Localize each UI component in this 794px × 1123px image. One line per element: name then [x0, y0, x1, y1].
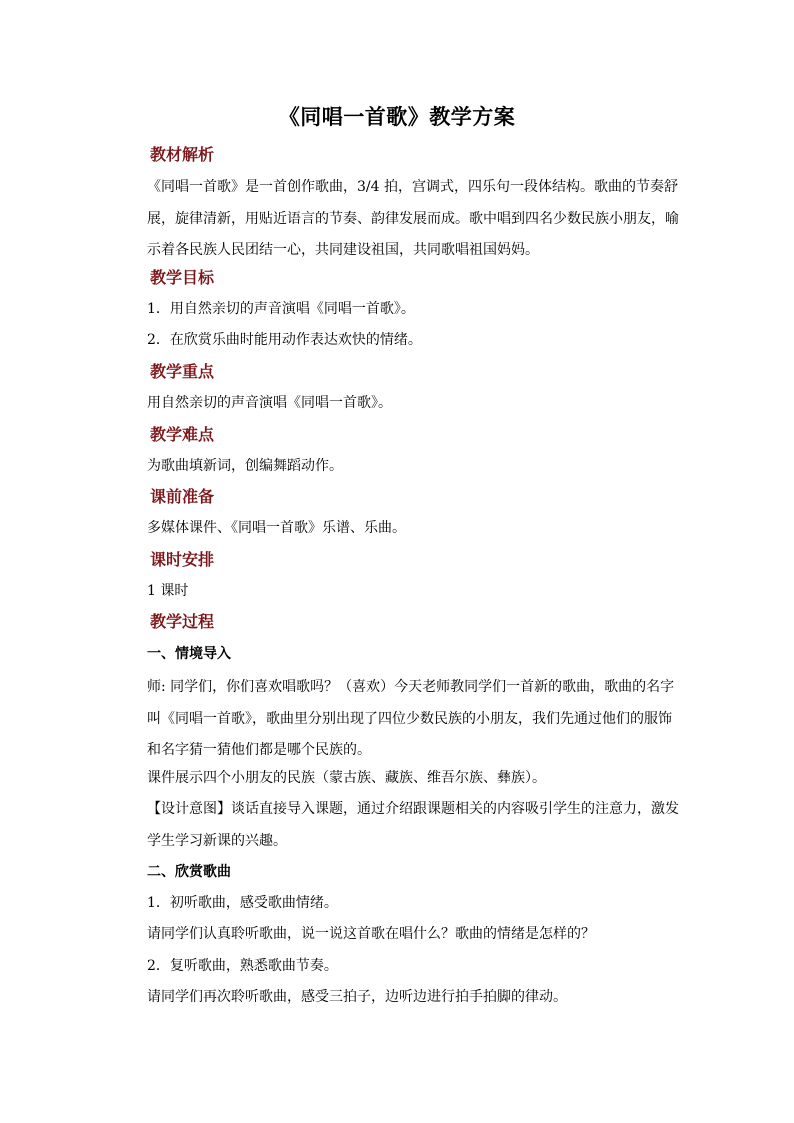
- analysis-paragraph: 《同唱一首歌》是一首创作歌曲，3/4 拍，宫调式，四乐句一段体结构。歌曲的节奏舒展，旋律清新，用贴近语言的节奏、韵律发展而成。歌中唱到四名少数民族小朋友，喻示着各民族人民团结一心，共同建设祖国，共同歌唱祖国妈妈。: [147, 179, 679, 258]
- part2-step2: 2．复听歌曲，熟悉歌曲节奏。: [147, 958, 338, 974]
- key-points-heading: 教学重点: [150, 362, 215, 381]
- difficulty-text: 为歌曲填新词，创编舞蹈动作。: [147, 458, 343, 474]
- analysis-heading: 教材解析: [150, 145, 215, 164]
- part1-heading: 一、情境导入: [147, 646, 231, 662]
- document-title: 《同唱一首歌》教学方案: [278, 104, 516, 129]
- preparation-heading: 课前准备: [150, 487, 215, 506]
- part2-step1: 1．初听歌曲，感受歌曲情绪。: [147, 895, 338, 911]
- goals-heading: 教学目标: [150, 268, 215, 287]
- goal-item-2: 2．在欣赏乐曲时能用动作表达欢快的情绪。: [147, 332, 422, 348]
- part2-step1-text: 请同学们认真聆听歌曲，说一说这首歌在唱什么？歌曲的情绪是怎样的？: [147, 926, 595, 942]
- part1-design-intent: 【设计意图】谈话直接导入课题，通过介绍跟课题相关的内容吸引学生的注意力，激发学生学习新课的兴趣。: [147, 801, 679, 849]
- key-points-text: 用自然亲切的声音演唱《同唱一首歌》。: [147, 395, 392, 411]
- process-heading: 教学过程: [150, 612, 215, 631]
- part2-heading: 二、欣赏歌曲: [147, 864, 231, 880]
- part2-step2-text: 请同学们再次聆听歌曲，感受三拍子，边听边进行拍手拍脚的律动。: [147, 989, 567, 1005]
- preparation-text: 多媒体课件、《同唱一首歌》乐谱、乐曲。: [147, 520, 406, 536]
- schedule-heading: 课时安排: [150, 550, 215, 569]
- part1-paragraph: 师: 同学们，你们喜欢唱歌吗？（喜欢）今天老师教同学们一首新的歌曲，歌曲的名字叫《同唱一首歌》，歌曲里分别出现了四位少数民族的小朋友，我们先通过他们的服饰和名字猜一猜他们都是哪个民族的。: [147, 679, 675, 758]
- part1-display-text: 课件展示四个小朋友的民族（蒙古族、藏族、维吾尔族、彝族）。: [147, 770, 546, 786]
- difficulty-heading: 教学难点: [150, 425, 215, 444]
- schedule-text: 1 课时: [147, 583, 189, 599]
- goal-item-1: 1．用自然亲切的声音演唱《同唱一首歌》。: [147, 301, 415, 317]
